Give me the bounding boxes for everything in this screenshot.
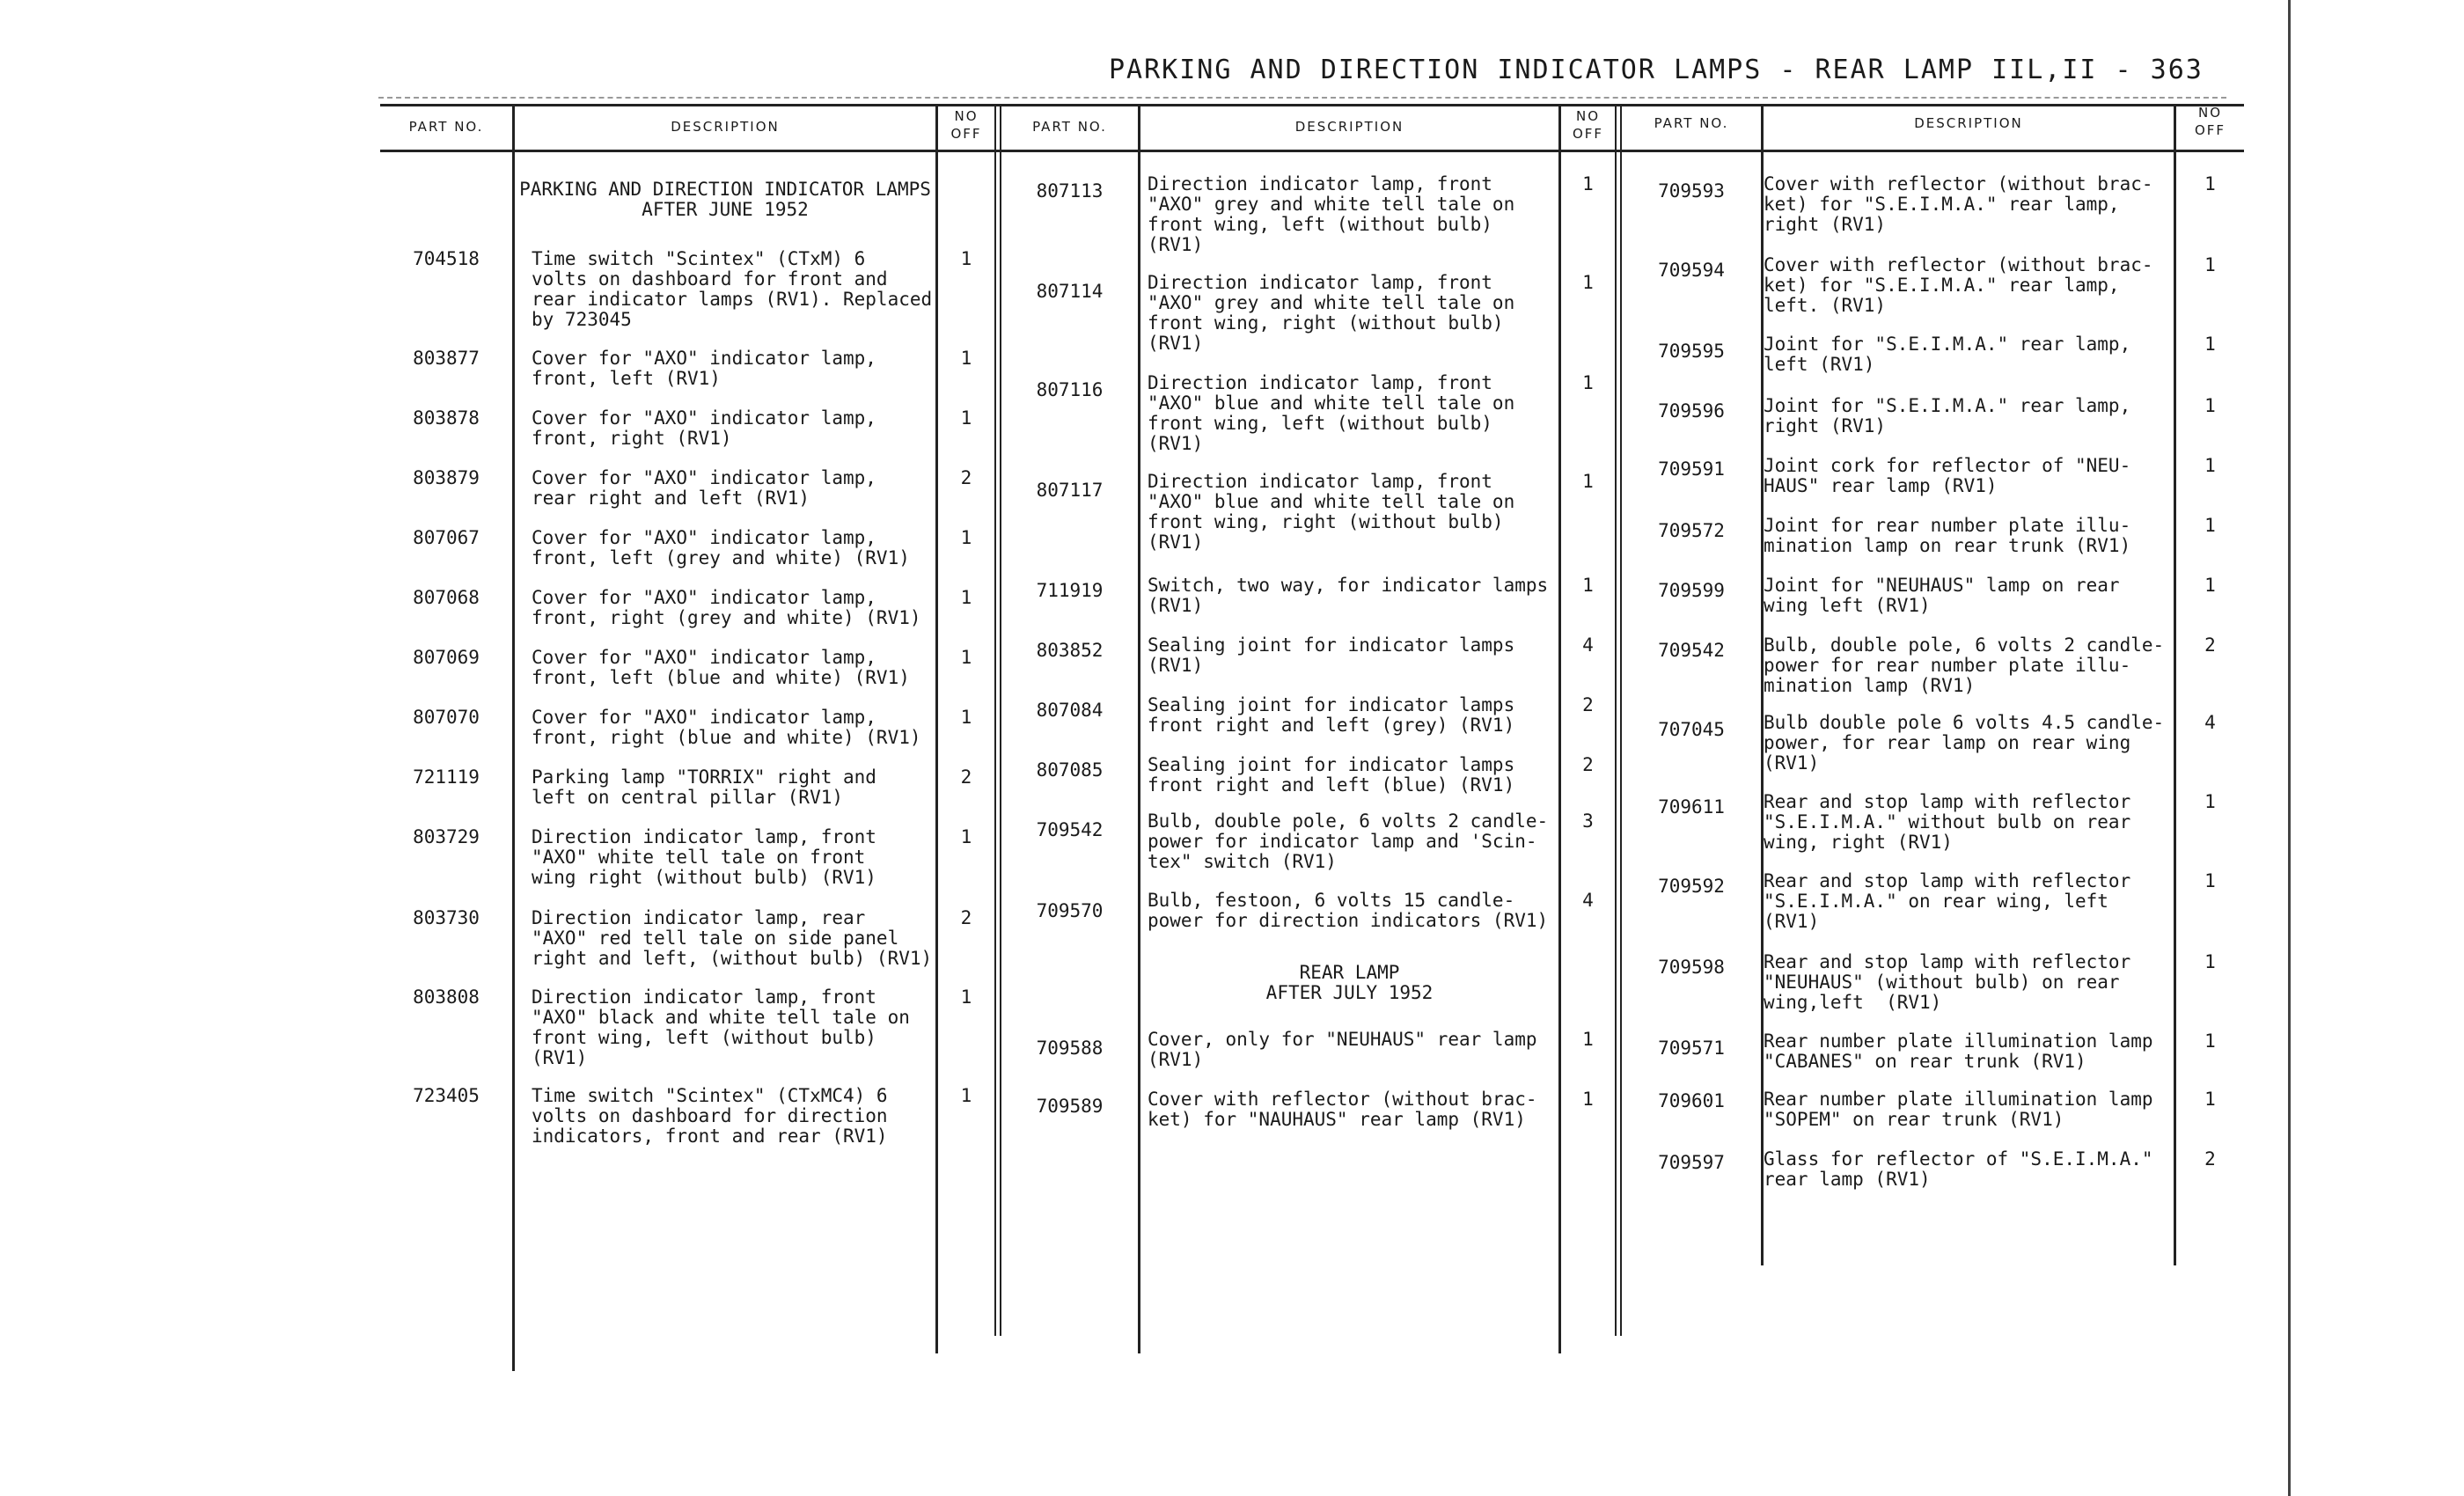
col-divider [1138, 104, 1140, 1353]
part-number: 709542 [1036, 819, 1104, 840]
quantity: 2 [1582, 694, 1594, 715]
part-number: 807067 [413, 527, 480, 548]
part-number: 723405 [413, 1085, 480, 1106]
quantity: 4 [1582, 890, 1594, 911]
description: Joint for rear number plate illu- mination lamp on rear trunk (RV1) [1764, 515, 2131, 556]
quantity: 4 [2204, 712, 2216, 733]
quantity: 1 [2204, 334, 2216, 355]
part-number: 807116 [1036, 379, 1104, 400]
header-description: DESCRIPTION [1914, 115, 2023, 131]
description: Cover with reflector (without brac- ket) for "S.E.I.M.A." rear lamp, right (RV1) [1764, 173, 2153, 235]
part-number: 807114 [1036, 281, 1104, 302]
quantity: 1 [1582, 1029, 1594, 1050]
description: Direction indicator lamp, front "AXO" grey and white tell tale on front wing, left (without bulb) (RV1) [1148, 173, 1515, 255]
description: Rear and stop lamp with reflector "S.E.I.M.A." without bulb on rear wing, right (RV1) [1764, 791, 2131, 853]
quantity: 1 [960, 407, 972, 429]
quantity: 1 [1582, 1089, 1594, 1110]
part-number: 707045 [1658, 719, 1725, 740]
quantity: 1 [2204, 254, 2216, 275]
quantity: 1 [2204, 173, 2216, 194]
quantity: 1 [2204, 515, 2216, 536]
description: Time switch "Scintex" (CTxMC4) 6 volts on dashboard for direction indicators, front and rear (RV1) [532, 1085, 888, 1147]
quantity: 2 [2204, 634, 2216, 656]
header-part-no: PART NO. [408, 119, 484, 135]
part-number: 803878 [413, 407, 480, 429]
quantity: 3 [1582, 810, 1594, 832]
quantity: 1 [2204, 455, 2216, 476]
quantity: 1 [960, 1085, 972, 1106]
part-number: 709571 [1658, 1038, 1725, 1059]
description: Sealing joint for indicator lamps front right and left (grey) (RV1) [1148, 694, 1515, 736]
part-number: 807070 [413, 707, 480, 728]
description: Time switch "Scintex" (CTxM) 6 volts on dashboard for front and rear indicator lamps (RV1). Replaced by 723045 [532, 248, 933, 330]
description: Direction indicator lamp, front "AXO" black and white tell tale on front wing, left (without bulb) (RV1) [532, 986, 910, 1068]
quantity: 1 [960, 647, 972, 668]
quantity: 1 [2204, 1030, 2216, 1052]
description: Bulb, festoon, 6 volts 15 candle- power for direction indicators (RV1) [1148, 890, 1549, 931]
description: Bulb, double pole, 6 volts 2 candle- power for indicator lamp and 'Scin- tex" switch (RV1) [1148, 810, 1549, 872]
quantity: 4 [1582, 634, 1594, 656]
part-number: 709598 [1658, 957, 1725, 978]
quantity: 1 [2204, 791, 2216, 812]
header-bottom-rule [380, 150, 2244, 152]
part-number: 704518 [413, 248, 480, 269]
section-divider [994, 104, 1001, 1336]
part-number: 709592 [1658, 876, 1725, 897]
quantity: 1 [960, 248, 972, 269]
quantity: 1 [2204, 951, 2216, 972]
description: Bulb, double pole, 6 volts 2 candle- power for rear number plate illu- mination lamp (RV1) [1764, 634, 2165, 696]
quantity: 1 [960, 348, 972, 369]
header-top-rule [380, 104, 2244, 106]
col-divider [935, 104, 938, 1353]
header-part-no: PART NO. [1032, 119, 1107, 135]
description: Sealing joint for indicator lamps (RV1) [1148, 634, 1515, 676]
header-description: DESCRIPTION [671, 119, 780, 135]
quantity: 1 [960, 986, 972, 1008]
title-dashed-rule [378, 97, 2226, 99]
part-number: 709588 [1036, 1038, 1104, 1059]
quantity: 1 [1582, 173, 1594, 194]
quantity: 1 [960, 527, 972, 548]
description: Joint for "S.E.I.M.A." rear lamp, left (RV1) [1764, 334, 2131, 375]
part-number: 709589 [1036, 1096, 1104, 1117]
quantity: 1 [960, 707, 972, 728]
description: Direction indicator lamp, rear "AXO" red tell tale on side panel right and left, (without bulb) (RV1) [532, 907, 933, 969]
quantity: 1 [1582, 575, 1594, 596]
part-number: 803879 [413, 467, 480, 488]
header-no-off: NO OFF [950, 108, 982, 142]
header-description: DESCRIPTION [1294, 119, 1404, 135]
description: Cover for "AXO" indicator lamp, front, left (grey and white) (RV1) [532, 527, 910, 568]
quantity: 2 [1582, 754, 1594, 775]
quantity: 1 [2204, 1089, 2216, 1110]
part-number: 807113 [1036, 180, 1104, 202]
description: Rear and stop lamp with reflector "NEUHAUS" (without bulb) on rear wing,left (RV1) [1764, 951, 2131, 1013]
description: Cover for "AXO" indicator lamp, front, right (blue and white) (RV1) [532, 707, 921, 748]
section-heading: REAR LAMP AFTER JULY 1952 [1265, 962, 1434, 1003]
quantity: 2 [960, 467, 972, 488]
page-edge [2288, 0, 2291, 1496]
part-number: 709572 [1658, 520, 1725, 541]
description: Switch, two way, for indicator lamps (RV1) [1148, 575, 1549, 616]
part-number: 803730 [413, 907, 480, 928]
quantity: 1 [960, 826, 972, 847]
part-number: 709595 [1658, 341, 1725, 362]
description: Cover for "AXO" indicator lamp, front, right (grey and white) (RV1) [532, 587, 921, 628]
description: Rear number plate illumination lamp "SOPEM" on rear trunk (RV1) [1764, 1089, 2153, 1130]
description: Glass for reflector of "S.E.I.M.A." rear lamp (RV1) [1764, 1148, 2153, 1190]
part-number: 803729 [413, 826, 480, 847]
part-number: 807085 [1036, 759, 1104, 781]
part-number: 709597 [1658, 1152, 1725, 1173]
part-number: 803808 [413, 986, 480, 1008]
header-no-off: NO OFF [2194, 105, 2226, 138]
description: Cover with reflector (without brac- ket) for "NAUHAUS" rear lamp (RV1) [1148, 1089, 1537, 1130]
quantity: 1 [1582, 272, 1594, 293]
description: Cover, only for "NEUHAUS" rear lamp (RV1) [1148, 1029, 1537, 1070]
part-number: 807068 [413, 587, 480, 608]
description: Sealing joint for indicator lamps front right and left (blue) (RV1) [1148, 754, 1515, 796]
part-number: 709591 [1658, 458, 1725, 480]
part-number: 709601 [1658, 1090, 1725, 1111]
description: Joint for "S.E.I.M.A." rear lamp, right (RV1) [1764, 395, 2131, 436]
description: Direction indicator lamp, front "AXO" grey and white tell tale on front wing, right (without bulb) (RV1) [1148, 272, 1515, 354]
description: Cover for "AXO" indicator lamp, rear right and left (RV1) [532, 467, 876, 509]
quantity: 1 [1582, 372, 1594, 393]
part-number: 709594 [1658, 260, 1725, 281]
header-no-off: NO OFF [1572, 108, 1604, 142]
section-heading: PARKING AND DIRECTION INDICATOR LAMPS AFTER JUNE 1952 [519, 179, 931, 220]
part-number: 807069 [413, 647, 480, 668]
quantity: 1 [2204, 575, 2216, 596]
part-number: 803877 [413, 348, 480, 369]
part-number: 807117 [1036, 480, 1104, 501]
quantity: 1 [2204, 870, 2216, 891]
description: Rear and stop lamp with reflector "S.E.I.M.A." on rear wing, left (RV1) [1764, 870, 2131, 932]
description: Bulb double pole 6 volts 4.5 candle- power, for rear lamp on rear wing (RV1) [1764, 712, 2165, 774]
part-number: 709596 [1658, 400, 1725, 422]
description: Direction indicator lamp, front "AXO" white tell tale on front wing right (without bulb) (RV1) [532, 826, 876, 888]
description: Cover for "AXO" indicator lamp, front, right (RV1) [532, 407, 876, 449]
part-number: 807084 [1036, 700, 1104, 721]
page-title: PARKING AND DIRECTION INDICATOR LAMPS - REAR LAMP IIL,II - 363 [1109, 55, 2204, 85]
description: Cover for "AXO" indicator lamp, front, left (RV1) [532, 348, 876, 389]
description: Cover for "AXO" indicator lamp, front, left (blue and white) (RV1) [532, 647, 910, 688]
part-number: 709599 [1658, 580, 1725, 601]
part-number: 711919 [1036, 580, 1104, 601]
part-number: 803852 [1036, 640, 1104, 661]
description: Direction indicator lamp, front "AXO" blue and white tell tale on front wing, right (without bulb) (RV1) [1148, 471, 1515, 553]
section-divider [1615, 104, 1622, 1336]
part-number: 721119 [413, 766, 480, 788]
quantity: 2 [960, 907, 972, 928]
description: Joint cork for reflector of "NEU- HAUS" rear lamp (RV1) [1764, 455, 2131, 496]
quantity: 2 [2204, 1148, 2216, 1170]
quantity: 1 [960, 587, 972, 608]
part-number: 709542 [1658, 640, 1725, 661]
quantity: 1 [1582, 471, 1594, 492]
description: Joint for "NEUHAUS" lamp on rear wing left (RV1) [1764, 575, 2120, 616]
part-number: 709593 [1658, 180, 1725, 202]
part-number: 709611 [1658, 796, 1725, 818]
quantity: 1 [2204, 395, 2216, 416]
description: Cover with reflector (without brac- ket) for "S.E.I.M.A." rear lamp, left. (RV1) [1764, 254, 2153, 316]
description: Rear number plate illumination lamp "CABANES" on rear trunk (RV1) [1764, 1030, 2153, 1072]
quantity: 2 [960, 766, 972, 788]
header-part-no: PART NO. [1654, 115, 1729, 131]
col-divider [512, 104, 515, 1371]
description: Parking lamp "TORRIX" right and left on central pillar (RV1) [532, 766, 876, 808]
description: Direction indicator lamp, front "AXO" blue and white tell tale on front wing, left (without bulb) (RV1) [1148, 372, 1515, 454]
part-number: 709570 [1036, 900, 1104, 921]
